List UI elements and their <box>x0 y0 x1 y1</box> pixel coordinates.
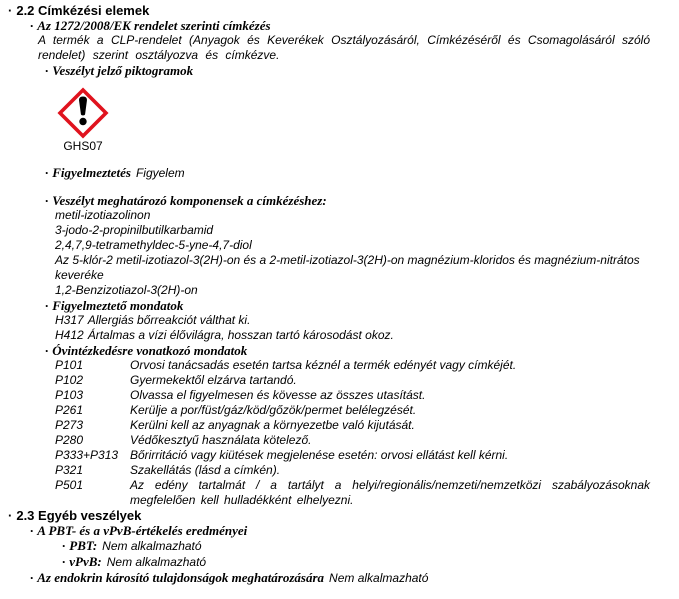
components-title: Veszélyt meghatározó komponensek a címkézéshez: <box>52 193 327 208</box>
signal-word-heading: Figyelmeztetés <box>52 165 131 180</box>
signal-word-value: Figyelem <box>135 166 185 180</box>
bullet: · <box>30 523 34 538</box>
pictograms-heading <box>0 63 679 78</box>
hazard-statement-row <box>0 313 679 328</box>
hazard-code: H317 <box>55 313 84 327</box>
pbt-row <box>0 538 679 554</box>
ghs07-pictogram <box>57 87 109 154</box>
labelling-regulation-heading <box>0 18 679 33</box>
precaution-row <box>0 388 679 403</box>
bullet: · <box>62 554 66 569</box>
hazard-statements-heading <box>0 298 679 313</box>
section-2-3-title: 2.3 Egyéb veszélyek <box>16 508 142 523</box>
precaution-text: Szakellátás (lásd a címkén). <box>130 463 281 477</box>
component-item: Az 5-klór-2 metil-izotiazol-3(2H)-on és a 2-metil-izotiazol-3(2H)-on magnézium-kloridos és magnézium-nitrátos keveréke <box>55 253 640 282</box>
precaution-row <box>0 418 679 433</box>
precaution-code: P501 <box>55 478 84 492</box>
bullet: · <box>45 298 49 313</box>
vpvb-label: vPvB: <box>69 554 102 569</box>
precaution-code: P273 <box>55 418 84 432</box>
endocrine-value: Nem alkalmazható <box>329 571 429 585</box>
precaution-row <box>0 433 679 448</box>
precaution-code: P102 <box>55 373 84 387</box>
bullet: · <box>62 538 66 553</box>
component-item: metil-izotiazolinon <box>55 208 151 222</box>
precaution-code: P101 <box>55 358 84 372</box>
precaution-row <box>0 448 679 463</box>
bullet: · <box>8 3 13 18</box>
precaution-code: P280 <box>55 433 84 447</box>
hazard-statement-row <box>0 328 679 343</box>
pictogram-code-label: GHS07 <box>63 139 103 153</box>
precaution-text: Az edény tartalmát / a tartályt a helyi/regionális/nemzeti/nemzetközi szabályozásoknak megfelelően kell hulladékként elhelyezni. <box>130 478 650 507</box>
components-heading <box>0 193 679 208</box>
precaution-code: P321 <box>55 463 84 477</box>
bullet: · <box>45 343 49 358</box>
pictograms-title: Veszélyt jelző piktogramok <box>52 63 194 78</box>
section-2-2-heading <box>0 3 679 18</box>
precaution-row <box>0 478 679 508</box>
bullet: · <box>30 18 34 33</box>
precautionary-statements-heading <box>0 343 679 358</box>
precaution-row <box>0 358 679 373</box>
labelling-regulation-title: Az 1272/2008/EK rendelet szerinti címkézés <box>37 18 271 33</box>
clp-paragraph: A termék a CLP-rendelet (Anyagok és Keverékek Osztályozásáról, Címkézéséről és Csomagolásáról szóló rendelet) szerint osztályozva és címkézve. <box>38 33 650 62</box>
precaution-text: Bőrirritáció vagy kiütések megjelenése esetén: orvosi ellátást kell kérni. <box>130 448 509 462</box>
hazard-code: H412 <box>55 328 84 342</box>
signal-word-row <box>0 165 679 181</box>
pbt-label: PBT: <box>69 538 98 553</box>
precaution-text: Gyermekektől elzárva tartandó. <box>130 373 297 387</box>
hazard-statements-title: Figyelmeztető mondatok <box>52 298 184 313</box>
precaution-code: P103 <box>55 388 84 402</box>
endocrine-heading: Az endokrin károsító tulajdonságok meghatározására <box>37 570 325 585</box>
bullet: · <box>45 193 49 208</box>
precaution-text: Orvosi tanácsadás esetén tartsa kéznél a termék edényét vagy címkéjét. <box>130 358 517 372</box>
precaution-code: P261 <box>55 403 84 417</box>
precautionary-statements-title: Óvintézkedésre vonatkozó mondatok <box>52 343 248 358</box>
section-2-2-title: 2.2 Címkézési elemek <box>16 3 150 18</box>
component-item: 3-jodo-2-propinilbutilkarbamid <box>55 223 214 237</box>
component-item: 1,2-Benzizotiazol-3(2H)-on <box>55 283 198 297</box>
precaution-text: Védőkesztyű használata kötelező. <box>130 433 312 447</box>
section-2-3-heading <box>0 508 679 523</box>
bullet: · <box>8 508 13 523</box>
precaution-text: Kerülni kell az anyagnak a környezetbe való kijutását. <box>130 418 415 432</box>
precaution-row <box>0 403 679 418</box>
precaution-row <box>0 373 679 388</box>
vpvb-value: Nem alkalmazható <box>106 555 207 569</box>
bullet: · <box>45 165 49 180</box>
precaution-row <box>0 463 679 478</box>
pbt-vpvb-heading <box>0 523 679 538</box>
hazard-text: Ártalmas a vízi élővilágra, hosszan tartó károsodást okoz. <box>87 328 394 342</box>
bullet: · <box>45 63 49 78</box>
vpvb-row <box>0 554 679 570</box>
precaution-code: P333+P313 <box>55 448 119 462</box>
component-item: 2,4,7,9-tetramethyldec-5-yne-4,7-diol <box>55 238 252 252</box>
hazard-text: Allergiás bőrreakciót válthat ki. <box>87 313 251 327</box>
exclamation-mark-icon <box>57 87 109 139</box>
bullet: · <box>30 570 34 585</box>
pbt-vpvb-title: A PBT- és a vPvB-értékelés eredményei <box>37 523 248 538</box>
precaution-text: Kerülje a por/füst/gáz/köd/gőzök/permet belélegzését. <box>130 403 417 417</box>
endocrine-row <box>0 570 679 586</box>
precaution-text: Olvassa el figyelmesen és kövesse az összes utasítást. <box>130 388 426 402</box>
pbt-value: Nem alkalmazható <box>102 539 202 553</box>
